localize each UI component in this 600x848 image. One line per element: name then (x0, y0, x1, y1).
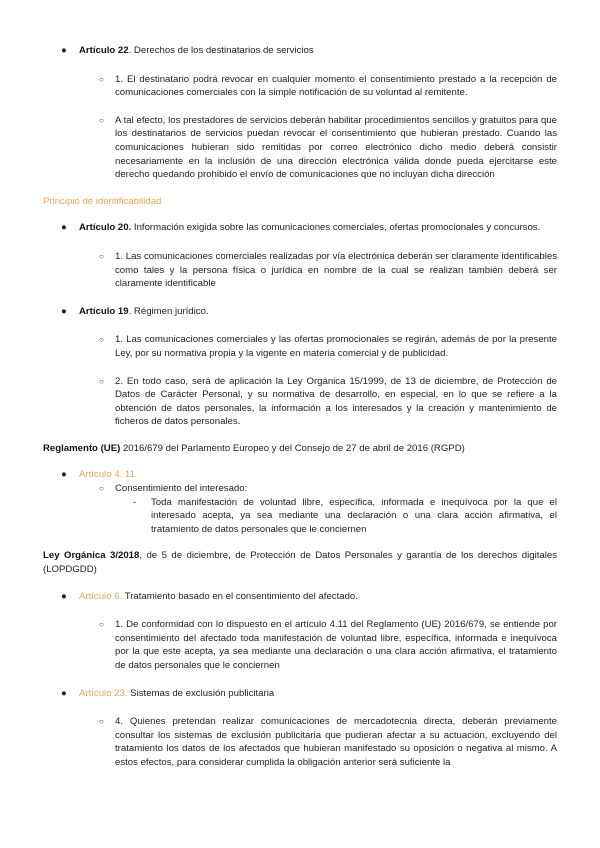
circle-bullet-icon: ○ (99, 115, 104, 125)
bullet-icon: ● (61, 687, 67, 699)
article-label: Artículo 4. 11 (79, 469, 135, 481)
sub-item (43, 73, 557, 100)
dash-item (43, 496, 557, 537)
bullet-articulo-6 (43, 590, 557, 604)
sub-item (43, 333, 557, 360)
bullet-icon: ● (61, 45, 67, 56)
article-title: . Derechos de los destinatarios de servicios (128, 45, 314, 56)
sub-item-text: 4. Quienes pretendan realizar comunicaciones de mercadotecnia directa, deberán previamente consultar los sistemas de exclusión publicitaria que pudieran afectar a su actuación, excluyendo del tratamiento los datos de los afectados que hubieran manifestado su oposición o negativa al mismo. A estos efectos, para considerar cumplida la obligación anterior será suficiente la (115, 716, 557, 768)
sub-item-text: 1. De conformidad con lo dispuesto en el artículo 4.11 del Reglamento (UE) 2016/679, se entiende por consentimiento del afectado toda manifestación de voluntad libre, específica, informada e inequívoca por la que este acepta, ya sea mediante una declaración o una clara acción afirmativa, el tratamiento de datos personales que le conciernen (115, 619, 557, 671)
bullet-articulo-4-11 (43, 468, 557, 482)
article-label: Artículo 20. (79, 222, 132, 234)
bullet-icon: ● (61, 305, 67, 317)
article-title: . Régimen jurídico. (128, 305, 209, 317)
circle-bullet-icon: ○ (99, 717, 104, 727)
sub-item (43, 618, 557, 672)
circle-bullet-icon: ○ (99, 376, 104, 386)
sub-item-text: Consentimiento del interesado: (115, 483, 248, 495)
bullet-articulo-20 (43, 221, 557, 235)
paragraph-rgpd (43, 442, 557, 456)
circle-bullet-icon: ○ (99, 251, 104, 261)
sub-item (43, 114, 557, 182)
sub-item-text: 1. El destinatario podrá revocar en cualquier momento el consentimiento prestado a la recepción de comunicaciones comerciales con la simple notificación de su voluntad al remitente. (115, 73, 557, 99)
article-title: Información exigida sobre las comunicaciones comerciales, ofertas promocionales y concursos. (131, 222, 541, 234)
dash-item-text: Toda manifestación de voluntad libre, específica, informada e inequívoca por la que el interesado acepta, ya sea mediante una declaración o una clara acción afirmativa, el tratamiento de datos personales que le conciernen (151, 496, 557, 535)
circle-bullet-icon: ○ (99, 620, 104, 630)
circle-bullet-icon: ○ (99, 484, 104, 494)
article-label: Artículo 23. (79, 687, 128, 699)
bullet-articulo-23 (43, 687, 557, 701)
sub-item (43, 250, 557, 291)
section-heading: Principio de identificabilidad (43, 195, 162, 207)
article-label: Artículo 6. (79, 590, 123, 602)
dash-bullet-icon: - (133, 496, 137, 508)
bullet-articulo-19 (43, 305, 557, 319)
paragraph-lopdgdd (43, 549, 557, 576)
sub-item (43, 482, 557, 496)
law-label: Reglamento (UE) (43, 442, 121, 454)
bullet-icon: ● (61, 222, 67, 234)
circle-bullet-icon: ○ (99, 74, 104, 84)
article-label: Artículo 22 (79, 45, 129, 56)
sub-item-text: 2. En todo caso, será de aplicación la Ley Orgánica 15/1999, de 13 de diciembre, de Protección de Datos de Carácter Personal, y su normativa de desarrollo, en especial, en lo que se refiere a la obtención de datos personales, la información a los interesados y la creación y mantenimiento de ficheros de datos personales. (115, 375, 557, 428)
sub-item-text: A tal efecto, los prestadores de servicios deberán habilitar procedimientos sencillos y gratuitos para que los destinatarios de servicios puedan revocar el consentimiento que hubieran prestado. Cuando las comunicaciones hubieran sido remitidas por correo electrónico dicho medio deberá consistir necesariamente en la inclusión de una dirección electrónica válida donde pueda ejercitarse este derecho quedando prohibido el envío de comunicaciones que no incluyan dicha dirección (115, 114, 557, 181)
article-title: Sistemas de exclusión publicitaria (127, 687, 275, 699)
sub-item (43, 375, 557, 429)
sub-item (43, 715, 557, 769)
sub-item-text: 1. Las comunicaciones comerciales y las ofertas promocionales se regirán, además de por la presente Ley, por su normativa propia y la vigente en materia comercial y de publicidad. (115, 334, 557, 359)
article-label: Artículo 19 (79, 305, 129, 317)
bullet-articulo-22 (43, 44, 557, 58)
law-title: 2016/679 del Parlamento Europeo y del Consejo de 27 de abril de 2016 (RGPD) (120, 442, 465, 454)
law-label: Ley Orgánica 3/2018 (43, 550, 140, 562)
article-title: Tratamiento basado en el consentimiento del afectado. (122, 590, 358, 602)
sub-item-text: 1. Las comunicaciones comerciales realizadas por vía electrónica deberán ser claramente identificables como tales y la persona física o jurídica en nombre de la cual se realizan también deberá ser claramente identificable (115, 250, 557, 290)
bullet-icon: ● (61, 469, 67, 481)
bullet-icon: ● (61, 590, 67, 602)
circle-bullet-icon: ○ (99, 335, 104, 345)
law-title: , de 5 de diciembre, de Protección de Datos Personales y garantía de los derechos digitales (LOPDGDD) (43, 550, 557, 576)
